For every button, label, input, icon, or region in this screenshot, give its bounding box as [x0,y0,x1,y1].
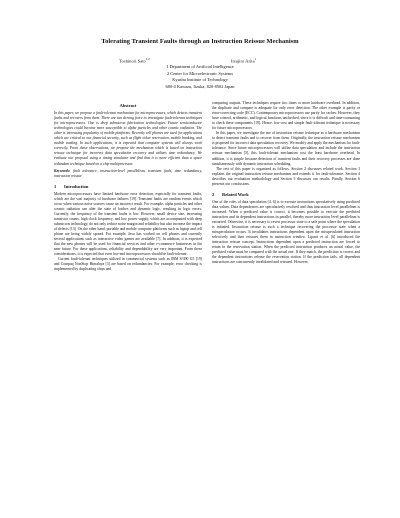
affiliation-2: 2 Center for Microelectronic Systems [166,70,234,76]
keywords-text: fault tolerance, instruction-level parallelism, transient fault, time redundancy, instruction reissue [54,168,202,178]
section-intro-heading [54,184,202,189]
right-column [212,101,360,265]
author-1-name: Toshinori Sato [119,58,146,64]
author-2-sup: 1 [254,57,257,61]
intro-paragraph-1: Modern microprocessors have limited hardware error detection, especially for transient faults, which are the vast majority of hardware failures [19]. Transient faults are random events which occur when various noise sources cause an incorrect result. For example, alpha particles and other cosmic radiation can alter the state of latches and dynamic logic, resulting in logic errors. Currently, the frequency of the transient faults is low. However, small device size, increasing transistor counts, high clock frequency, and low power supply, which are accompanied with deep submicron technology, do not only reduce noise margin and reliability but also increase the impact of defects [13]. On the other hand, portable and mobile computer platforms such as laptop and cell phone are being widely spread. For example, Java has worked on cell phones and currently several applications such as interactive video games are available [7]. In addition, it is expected that the new phones will be used for financial services and other e-commerce businesses in the near future. For these applications, reliability and dependability are very important. From these considerations, it is expected that even low-end microprocessors should be fault-tolerant. [54,191,202,257]
section-intro-number: 1 [54,183,57,189]
author-1 [119,57,150,64]
abstract-heading: Abstract [119,103,137,108]
section-related-number: 2 [212,191,215,197]
author-1-sup: 1,2 [145,57,150,61]
section-related-heading [212,192,360,197]
keywords-label: Keywords: [54,168,71,173]
section-related-title: Related Work [222,191,249,197]
paper-title: Tolerating Transient Faults through an Instruction Reissue Mechanism [101,38,299,45]
author-2-name: Itsujiro Arita [231,58,255,64]
affiliation-1: 1 Department of Artificial Intelligence [166,64,234,69]
abstract-text: In this paper, we propose a fault-tolerant mechanism for microprocessors, which detects transient faults and recovers from them. There are two driving force to investigate fault-tolerant techniques for microprocessors. One is deep submicron fabrication technologies. Future semiconductor technologies could become more susceptible to alpha particles and other cosmic radiation. The other is increasing popularity of mobile platforms. Recently cell phones are used for applications which are critical to our financial security, such as flight ticket reservation, mobile banking, and mobile trading. In such applications, it is expected that computer systems will always work correctly. From these observations, we propose the mechanism which is based on instruction reissue technique for incorrect data speculation recovery and utilizes time redundancy. We evaluate our proposal using a timing simulator and find that it is more efficient than a space redundant technique based on a chip multiprocessor. [54,111,202,166]
related-paragraph-1: One of the roles of data speculation [4, 6] is to execute instructions speculatively using predicted data values. Data dependences are speculatively resolved and thus instruction level parallelism is increased. When a predicted value is correct, it becomes possible to execute the predicted instruction and its dependent instructions in parallel, thereby more instruction level parallelism is extracted. Otherwise, it is necessary to revert processor state to a safe point where the speculation is initiated. Instruction reissue is such a technique recovering the processor state when a misspeculation occurs. It invalidates instructions dependent upon the misspeculated instruction selectively and then reissues them in instruction window. Lipasti et al. [6] introduced the instruction reissue concept. Instructions dependent upon a predicted instruction are forced to retain in the reservation station. When the predicted instruction produces an actual value, the predicted value must be compared with the actual one. If they match, the prediction is correct and the dependent instructions release the reservation station. If the prediction fails, all dependent instructions are concurrently invalidated and reissued. However, [212,199,360,265]
affiliation-4: 680-4 Kawazu, Iizuka, 820-8502 Japan [165,83,235,89]
intro-paragraph-2: Current fault-tolerant techniques utilized in commercial systems such as IBM S/390 G5 [19] and Compaq NonStop Himalaya [3] are based on redundancies. For example, error checking is implemented by duplicating chips and [54,257,202,272]
section-intro-title: Introduction [64,183,89,189]
intro-paragraph-4: In this paper, we investigate the use of instruction reissue technique as a hardware mechanism to detect transient faults and to recover from them. Originally, the instruction reissue mechanism is proposed for incorrect data speculation recovery. We modify and apply the mechanism for fault-tolerance. Since future microprocessors will utilize data speculation and include the instruction reissue mechanism [5], this fault-tolerant mechanism cost the least hardware overhead. In addition, it is simple because detection of transient faults and their recovery processes are done simultaneously with dynamic instruction scheduling. [212,131,360,166]
intro-paragraph-3: comparing outputs. These techniques require two times or more hardware overhead. In addition, the duplicate and compare is adequate for only error detection. The other example is parity or error-correcting code (ECC). Contemporary microprocessors use parity for caches. However, they have control, arithmetic, and logical functions unchecked, since it is difficult and time-consuming to check these components [19]. Hence, low-cost and simple fault-tolerant technique is necessary for future microprocessors. [212,101,360,131]
keywords [54,169,202,179]
left-column [54,103,202,272]
author-2 [231,57,256,64]
affiliation-3: Kyushu Institute of Technology [172,77,228,82]
intro-paragraph-5: The rest of this paper is organized as follows. Section 2 discusses related work. Section 3 explains the original instruction reissue mechanism and extends it for fault-tolerance. Section 4 describes our evaluation methodology and Section 5 discusses our results. Finally, Section 6 presents our conclusions. [212,166,360,186]
